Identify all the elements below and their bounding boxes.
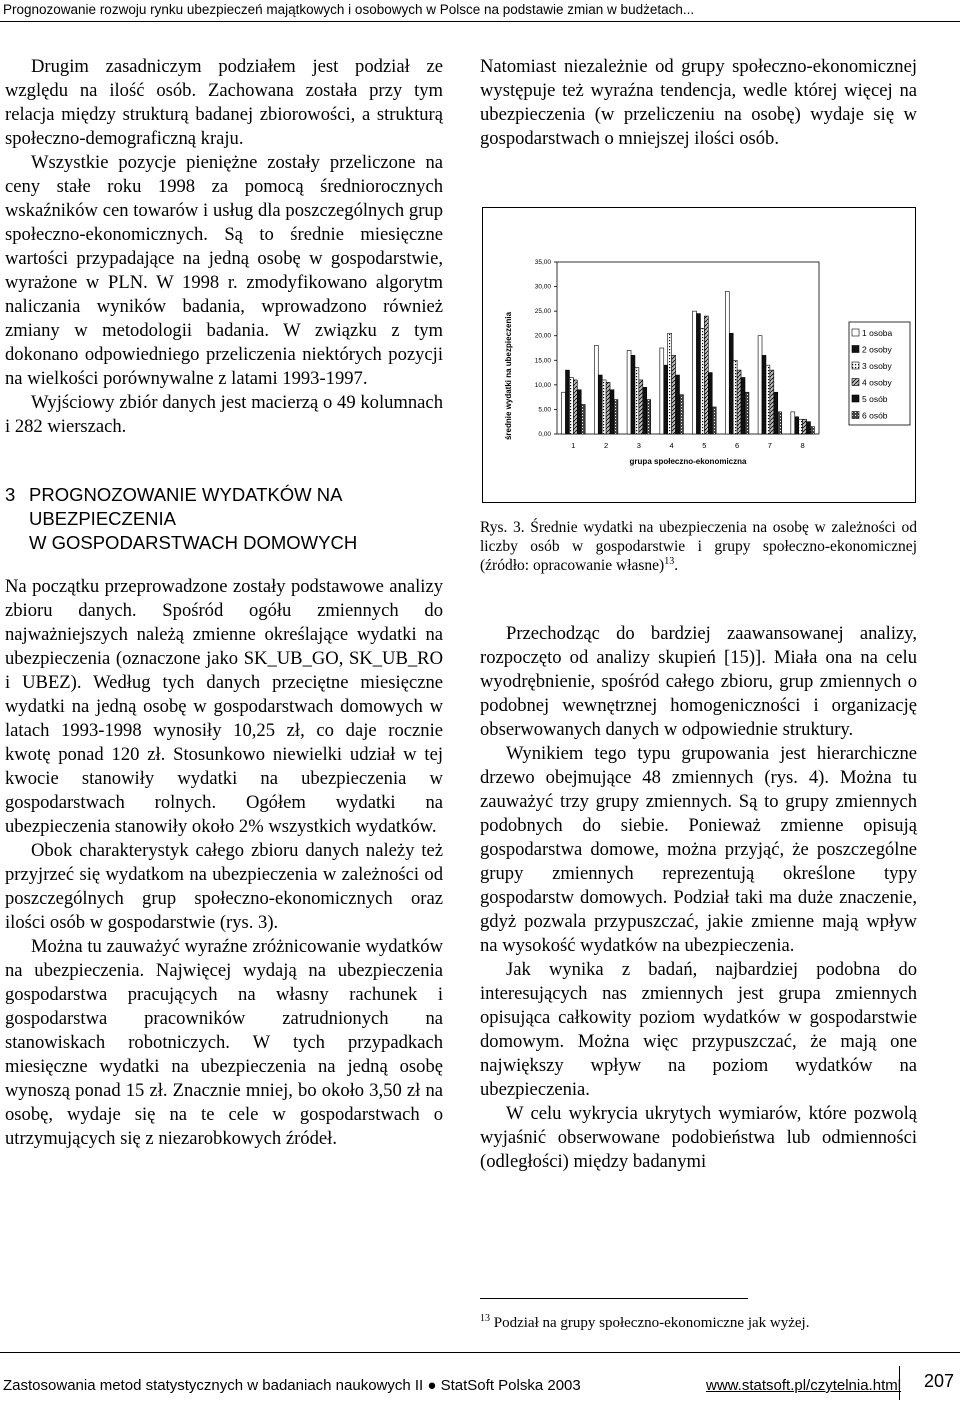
legend-label: 3 osoby xyxy=(862,361,892,371)
bar xyxy=(562,392,566,434)
y-tick-label: 0,00 xyxy=(538,431,551,438)
footer-link[interactable]: www.statsoft.pl/czytelnia.html xyxy=(706,1377,902,1394)
bar xyxy=(708,373,712,434)
running-header xyxy=(0,0,960,22)
legend-swatch xyxy=(852,346,859,353)
bar xyxy=(566,370,570,434)
paragraph: Wszystkie pozycje pieniężne zostały przeliczone na ceny stałe roku 1998 za pomocą średniorocznych wskaźników cen towarów i usług dla poszczególnych grup społeczno-ekonomicznych. Są to średnie miesięczne wartości przypadające na jedną osobę w gospodarstwie, wyrażone w PLN. W 1998 r. zmodyfikowano algorytm naliczania wyników badania, wprowadzono również zmiany w metodologii badania. W związku z tym dokonano odpowiedniego przeliczenia niektórych pozycji na wielkości porównywalne z latami 1993-1997. xyxy=(5,152,443,389)
bar xyxy=(668,333,672,434)
footnote-separator xyxy=(480,1298,748,1299)
paragraph: Przechodząc do bardziej zaawansowanej analizy, rozpoczęto od analizy skupień [15)]. Miała ona na celu wyodrębnienie, spośród całego zbioru, grup zmiennych o podobnej wewnętrznej homogeniczności i organizację obserwowanych danych w odpowiednie struktury. xyxy=(480,623,917,740)
bar xyxy=(643,387,647,434)
section-title-line: UBEZPIECZENIA xyxy=(29,508,176,529)
footer-publication: Zastosowania metod statystycznych w badaniach naukowych II xyxy=(3,1377,424,1394)
bar xyxy=(577,390,581,434)
left-column xyxy=(5,55,443,1151)
bar xyxy=(758,336,762,434)
paragraph: W celu wykrycia ukrytych wymiarów, które pozwolą wyjaśnić obserwowane podobieństwa lub odmienności (odległości) między badanymi xyxy=(480,1103,917,1172)
footer-rule-right xyxy=(893,1352,960,1353)
bar xyxy=(762,355,766,434)
section-heading xyxy=(5,483,443,555)
y-tick-label: 25,00 xyxy=(534,308,551,316)
bar xyxy=(766,365,770,434)
bar-chart xyxy=(483,208,915,502)
bar xyxy=(741,377,745,434)
bar xyxy=(614,400,618,434)
x-tick-label: 5 xyxy=(702,441,707,450)
bar xyxy=(602,380,606,434)
bar xyxy=(693,311,697,434)
footer-company: StatSoft Polska 2003 xyxy=(440,1377,581,1394)
bar xyxy=(700,328,704,434)
bar xyxy=(791,412,795,434)
bar xyxy=(807,422,811,434)
legend-label: 5 osób xyxy=(862,394,888,404)
legend-label: 2 osoby xyxy=(862,344,892,355)
footnote-text: Podział na grupy społeczno-ekonomiczne jak wyżej. xyxy=(493,1315,810,1331)
paragraph: Można tu zauważyć wyraźne zróżnicowanie wydatków na ubezpieczenia. Najwięcej wydają na ubezpieczenia gospodarstwa pracujących na własny rachunek i gospodarstwa pracowników zatrudnionych na stanowiskach robotniczych. W tych przypadkach miesięczne wydatki na ubezpieczenia na jedną osobę wynoszą ponad 15 zł. Znacznie mniej, bo około 3,50 zł na osobę, wydaje się na te cele w gospodarstwach o utrzymujących się z niezarobkowych źródeł. xyxy=(5,936,443,1149)
right-column-top xyxy=(480,55,917,151)
figure-chart xyxy=(482,207,916,503)
x-axis-label: grupa społeczno-ekonomiczna xyxy=(629,457,747,466)
bar xyxy=(803,419,807,434)
x-tick-label: 6 xyxy=(735,441,740,450)
y-tick-label: 30,00 xyxy=(534,283,551,291)
bar xyxy=(733,360,737,434)
x-tick-label: 4 xyxy=(669,441,674,450)
x-tick-label: 3 xyxy=(636,441,641,450)
y-tick-label: 20,00 xyxy=(534,332,551,340)
bar xyxy=(598,375,602,434)
bar xyxy=(770,370,774,434)
footnote-ref: 13 xyxy=(664,555,675,567)
section-number: 3 xyxy=(5,484,16,505)
legend-swatch xyxy=(852,379,859,386)
bar xyxy=(606,382,610,434)
bar xyxy=(704,316,708,434)
paragraph: Drugim zasadniczym podziałem jest podział ze względu na ilość osób. Zachowana została przy tym relacja między strukturą badanej zbiorowości, a strukturą społeczno-demograficzną kraju. xyxy=(5,56,443,149)
bar xyxy=(594,346,598,434)
legend-label: 6 osób xyxy=(862,410,888,421)
bar xyxy=(712,407,716,434)
bar xyxy=(573,380,577,434)
bar xyxy=(679,395,683,434)
bar xyxy=(639,380,643,434)
paragraph: Na początku przeprowadzone zostały podstawowe analizy zbioru danych. Spośród ogółu zmiennych do najważniejszych należą zmienne określające wydatki na ubezpieczenia (oznaczone jako SK_UB_GO, SK_UB_RO i UBEZ). Według tych danych przeciętne miesięczne wydatki na jedną osobę w gospodarstwach domowych w latach 1993-1998 wynosiły 10,25 zł, co daje rocznie kwotę ponad 120 zł. Stosunkowo niewielki udział w tej kwocie stanowiły wydatki na ubezpieczenia w gospodarstwach rolnych. Ogółem wydatki na ubezpieczenia stanowiły około 2% wszystkich wydatków. xyxy=(5,576,443,837)
bar xyxy=(810,427,814,434)
section-title-line: W GOSPODARSTWACH DOMOWYCH xyxy=(29,532,358,553)
section-title-line: PROGNOZOWANIE WYDATKÓW NA xyxy=(29,484,343,505)
x-tick-label: 8 xyxy=(800,441,805,450)
legend-swatch xyxy=(852,412,859,419)
bar xyxy=(725,291,729,434)
caption-text: Rys. 3. Średnie wydatki na ubezpieczenia na osobę w zależności od liczby osób w gospodarstwie i grupy społeczno-ekonomicznej (źródło: opracowanie własne) xyxy=(480,519,917,574)
y-axis-label: średnie wydatki na ubezpieczenia xyxy=(504,311,513,441)
y-tick-label: 15,00 xyxy=(534,357,551,365)
paragraph: Jak wynika z badań, najbardziej podobna do interesujących nas zmiennych jest grupa zmiennych opisująca całkowity poziom wydatków w gospodarstwie domowym. Można więc przypuszczać, że mają one największy wpływ na poziom wydatków na ubezpieczenia. xyxy=(480,959,917,1100)
bar xyxy=(778,412,782,434)
bar xyxy=(774,392,778,434)
right-column-bottom xyxy=(480,622,917,1174)
running-header-text: Prognozowanie rozwoju rynku ubezpieczeń majątkowych i osobowych w Polsce na podstawie zmian w budżetach... xyxy=(3,2,695,17)
bar xyxy=(610,390,614,434)
y-tick-label: 5,00 xyxy=(538,406,551,414)
x-tick-label: 2 xyxy=(604,441,609,450)
paragraph: Obok charakterystyk całego zbioru danych należy też przyjrzeć się wydatkom na ubezpieczenia w zależności od poszczególnych grup społeczno-ekonomicznych oraz ilości osób w gospodarstwie (rys. 3). xyxy=(5,840,443,933)
bar xyxy=(672,355,676,434)
paragraph: Natomiast niezależnie od grupy społeczno-ekonomicznej występuje też wyraźna tendencja, wedle której więcej na ubezpieczenia (w przeliczeniu na osobę) wydaje się w gospodarstwach o mniejszej ilości osób. xyxy=(480,56,917,149)
bar xyxy=(676,375,680,434)
footer-rule xyxy=(0,1352,893,1353)
figure-caption: Rys. 3. Średnie wydatki na ubezpieczenia na osobę w zależności od liczby osób w gospodarstwie i grupy społeczno-ekonomicznej (źródło: opracowanie własne)$^{13}$. xyxy=(480,519,917,574)
legend-label: 4 osoby xyxy=(862,377,892,388)
legend-label: 1 osoba xyxy=(862,328,893,338)
legend-swatch xyxy=(852,329,859,336)
bar xyxy=(799,419,803,434)
x-tick-label: 1 xyxy=(571,441,576,450)
paragraph: Wynikiem tego typu grupowania jest hierarchiczne drzewo obejmujące 48 zmiennych (rys. 4). Można tu zauważyć trzy grupy zmiennych. Są to grupy zmiennych podobnych do siebie. Ponieważ zmienne opisują gospodarstwa domowe, można przyjąć, że poszczególne grupy zmiennych reprezentują określone typy gospodarstw domowych. Podział taki ma duże znaczenie, gdyż pozwala przypuszczać, jakie zmienne mają wpływ na wysokość wydatków na ubezpieczenia. xyxy=(480,743,917,956)
bar xyxy=(664,365,668,434)
bar xyxy=(631,355,635,434)
legend-swatch xyxy=(852,362,859,369)
bar xyxy=(737,370,741,434)
bar xyxy=(745,392,749,434)
bar xyxy=(795,417,799,434)
x-tick-label: 7 xyxy=(767,441,772,450)
legend-swatch xyxy=(852,395,859,402)
bar xyxy=(635,368,639,434)
y-tick-label: 35,00 xyxy=(534,259,551,266)
bar xyxy=(581,405,585,434)
bar xyxy=(569,377,573,434)
bar xyxy=(647,400,651,434)
bullet-icon: ● xyxy=(427,1377,437,1394)
bar xyxy=(697,314,701,434)
footnote-number: 13 xyxy=(480,1313,490,1324)
bar xyxy=(729,333,733,434)
bar xyxy=(627,350,631,434)
y-tick-label: 10,00 xyxy=(534,381,551,389)
footer-text xyxy=(3,1376,581,1396)
paragraph: Wyjściowy zbiór danych jest macierzą o 49 kolumnach i 282 wierszach. xyxy=(5,392,443,437)
page-number: 207 xyxy=(924,1371,955,1391)
footnote xyxy=(480,1314,917,1333)
bar xyxy=(660,348,664,434)
